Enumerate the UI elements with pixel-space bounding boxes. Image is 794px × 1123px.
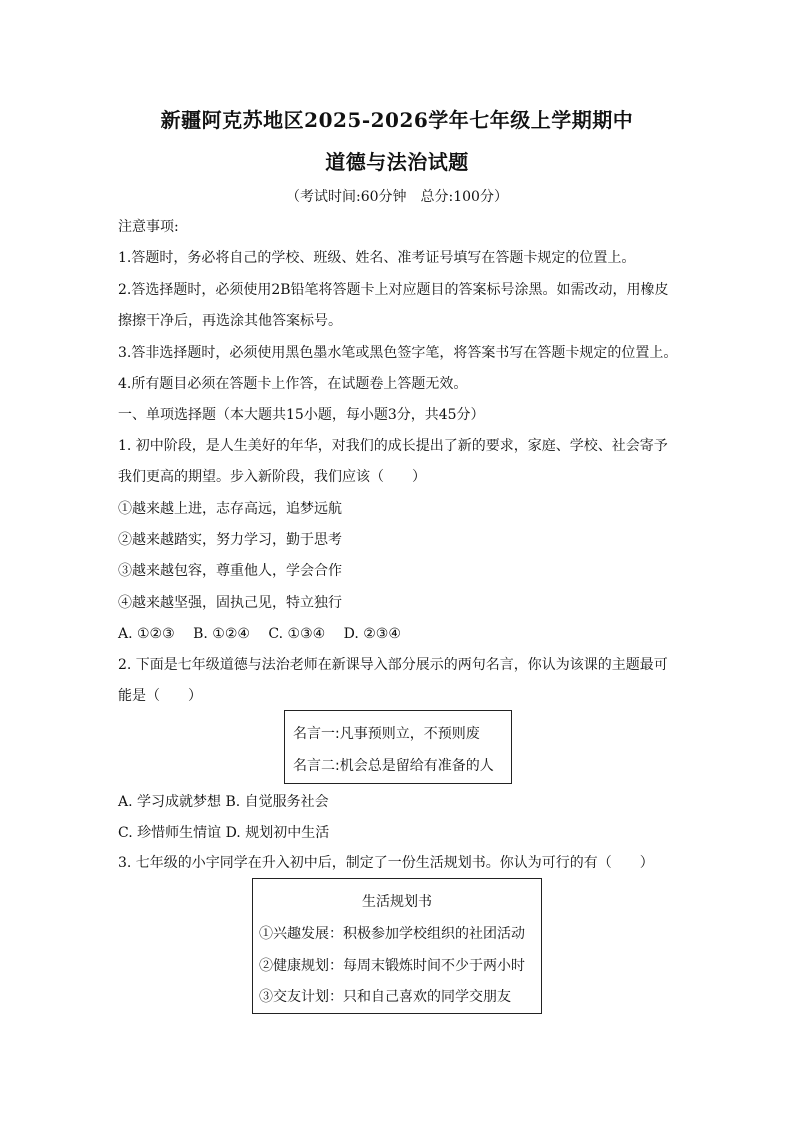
question-1-choices: A. ①②③ B. ①②④ C. ①③④ D. ②③④ [118,626,401,642]
plan-box [252,878,542,1014]
question-2-stem: 2. 下面是七年级道德与法治老师在新课导入部分展示的两句名言，你认为该课的主题最可 [118,657,668,673]
quote-two: 名言二:机会总是留给有准备的人 [293,758,494,774]
exam-subject-title: 道德与法治试题 [325,150,469,174]
question-2-choices: A. 学习成就梦想 B. 自觉服务社会 [118,794,329,810]
notice-item: 擦擦干净后，再选涂其他答案标号。 [118,313,342,329]
quote-one: 名言一:凡事预则立，不预则废 [293,726,480,742]
notice-item: 4.所有题目必须在答题卡上作答，在试题卷上答题无效。 [118,376,468,392]
question-1-statement: ①越来越上进，志存高远，追梦远航 [118,501,342,517]
question-2-stem-cont: 能是（ ） [118,688,202,704]
exam-title: 新疆阿克苏地区2025-2026学年七年级上学期期中 [160,108,634,132]
section-heading: 一、单项选择题（本大题共15小题，每小题3分，共45分） [118,407,485,423]
question-1-statement: ②越来越踏实，努力学习，勤于思考 [118,532,342,548]
plan-item: ②健康规划：每周末锻炼时间不少于两小时 [259,958,525,974]
question-1-stem-cont: 我们更高的期望。步入新阶段，我们应该（ ） [118,469,426,485]
notice-item: 3.答非选择题时，必须使用黑色墨水笔或黑色签字笔，将答案书写在答题卡规定的位置上。 [118,345,678,361]
notice-item: 1.答题时，务必将自己的学校、班级、姓名、准考证号填写在答题卡规定的位置上。 [118,250,636,266]
notice-heading: 注意事项: [118,219,179,235]
question-1-statement: ④越来越坚强，固执己见，特立独行 [118,595,342,611]
question-1-statement: ③越来越包容，尊重他人，学会合作 [118,563,342,579]
plan-item: ③交友计划：只和自己喜欢的同学交朋友 [259,989,511,1005]
question-3-stem: 3. 七年级的小宇同学在升入初中后，制定了一份生活规划书。你认为可行的有（ ） [118,855,654,871]
plan-title: 生活规划书 [362,894,432,910]
notice-item: 2.答选择题时，必须使用2B铅笔将答题卡上对应题目的答案标号涂黑。如需改动，用橡皮 [118,282,669,298]
exam-info: （考试时间:60分钟 总分:100分） [286,189,508,205]
plan-item: ①兴趣发展：积极参加学校组织的社团活动 [259,926,525,942]
quote-box [284,710,512,784]
question-1-stem: 1. 初中阶段，是人生美好的年华，对我们的成长提出了新的要求，家庭、学校、社会寄予 [118,438,668,454]
question-2-choices: C. 珍惜师生情谊 D. 规划初中生活 [118,825,330,841]
